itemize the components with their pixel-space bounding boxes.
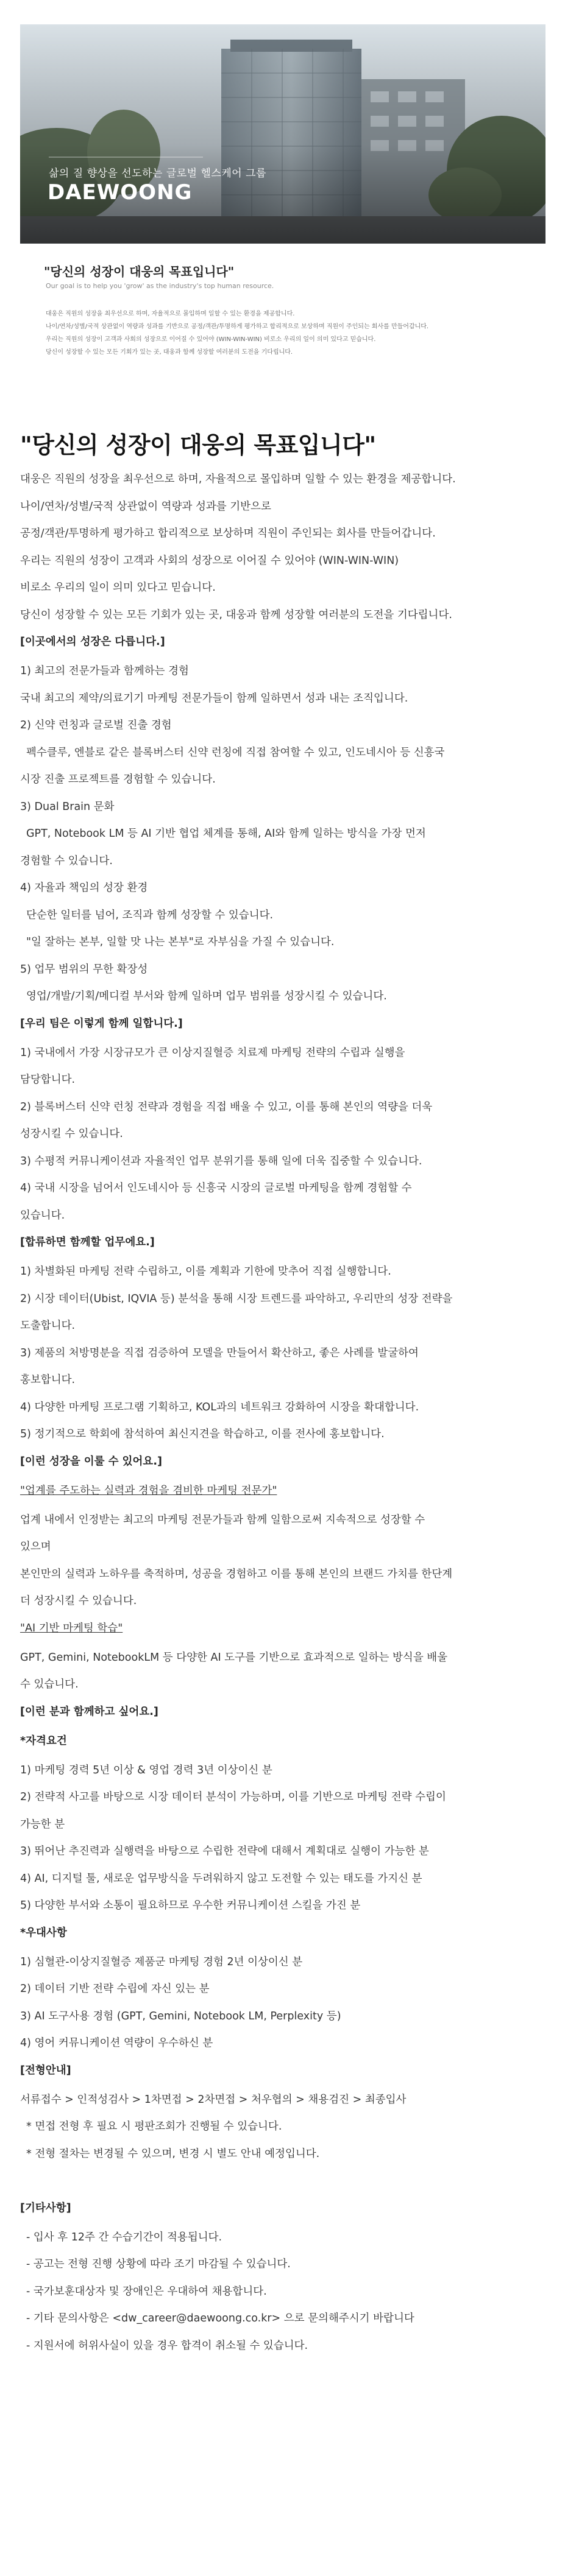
body-line: 2) 블록버스터 신약 런칭 전략과 경험을 직접 배울 수 있고, 이를 통해 본인의 역량을 더욱 <box>20 1100 433 1113</box>
body-line: 수 있습니다. <box>20 1678 79 1691</box>
hero-brand-logo: DAEWOONG <box>48 180 193 205</box>
body-line: 당신이 성장할 수 있는 모든 기회가 있는 곳, 대웅과 함께 성장할 여러분의 도전을 기다립니다. <box>20 608 452 621</box>
page-title: "당신의 성장이 대웅의 목표입니다" <box>20 432 376 459</box>
body-line: 시장 진출 프로젝트를 경험할 수 있습니다. <box>20 773 216 786</box>
body-line: 3) Dual Brain 문화 <box>20 800 115 813</box>
body-line: 펙수클루, 엔블로 같은 블록버스터 신약 런칭에 직접 참여할 수 있고, 인도네시아 등 신흥국 <box>26 746 445 759</box>
body-line: - 입사 후 12주 간 수습기간이 적용됩니다. <box>26 2231 222 2243</box>
body-line: 2) 데이터 기반 전략 수립에 자신 있는 분 <box>20 1983 210 1995</box>
body-line: 성장시킬 수 있습니다. <box>20 1128 123 1140</box>
body-line: 5) 다양한 부서와 소통이 필요하므로 우수한 커뮤니케이션 스킬을 가진 분 <box>20 1899 361 1912</box>
body-line: - 국가보훈대상자 및 장애인은 우대하여 채용합니다. <box>26 2285 267 2298</box>
body-line: "업계를 주도하는 실력과 경험을 겸비한 마케팅 전문가" <box>20 1484 277 1497</box>
body-line: - 공고는 전형 진행 상황에 따라 조기 마감될 수 있습니다. <box>26 2258 291 2270</box>
body-line: "일 잘하는 본부, 일할 맛 나는 본부"로 자부심을 가질 수 있습니다. <box>26 936 335 948</box>
section-heading: [이런 성장을 이룰 수 있어요.] <box>20 1455 162 1468</box>
body-line: 1) 심혈관-이상지질혈증 제품군 마케팅 경험 2년 이상이신 분 <box>20 1955 303 1968</box>
body-line: 1) 국내에서 가장 시장규모가 큰 이상지질혈증 치료제 마케팅 전략의 수립과 실행을 <box>20 1046 405 1059</box>
body-line: 도출합니다. <box>20 1320 76 1332</box>
body-line: 2) 신약 런칭과 글로벌 진출 경험 <box>20 719 172 731</box>
intro-line: 당신이 성장할 수 있는 모든 기회가 있는 곳, 대웅과 함께 성장할 여러분의 도전을 기다립니다. <box>46 349 293 356</box>
body-line: 4) 국내 시장을 넘어서 인도네시아 등 신흥국 시장의 글로벌 마케팅을 함께 경험할 수 <box>20 1182 412 1194</box>
body-line: 3) 뛰어난 추진력과 실행력을 바탕으로 수립한 전략에 대해서 계획대로 실행이 가능한 분 <box>20 1845 429 1857</box>
hero-tagline: 삶의 질 향상을 선도하는 글로벌 헬스케어 그룹 <box>49 167 266 180</box>
section-heading: *자격요건 <box>20 1734 67 1747</box>
hero-banner <box>20 24 545 244</box>
section-heading: [이런 분과 함께하고 싶어요.] <box>20 1705 158 1718</box>
building-photo <box>20 24 545 244</box>
intro-subtitle: Our goal is to help you 'grow' as the industry's top human resource. <box>46 282 274 290</box>
body-line: 4) 다양한 마케팅 프로그램 기획하고, KOL과의 네트워크 강화하여 시장을 확대합니다. <box>20 1401 419 1413</box>
section-heading: *우대사항 <box>20 1926 67 1939</box>
body-line: 2) 전략적 사고를 바탕으로 시장 데이터 분석이 가능하며, 이를 기반으로 마케팅 전략 수립이 <box>20 1791 446 1803</box>
body-line: 본인만의 실력과 노하우를 축적하며, 성공을 경험하고 이를 통해 본인의 브랜드 가치를 한단계 <box>20 1568 453 1580</box>
body-line: 4) 자율과 책임의 성장 환경 <box>20 882 148 894</box>
body-line: 더 성장시킬 수 있습니다. <box>20 1595 137 1607</box>
intro-title: "당신의 성장이 대웅의 목표입니다" <box>44 264 235 279</box>
body-line: 있습니다. <box>20 1209 65 1222</box>
section-heading: [우리 팀은 이렇게 함께 일합니다.] <box>20 1017 183 1030</box>
body-line: 1) 최고의 전문가들과 함께하는 경험 <box>20 665 189 677</box>
body-line: "AI 기반 마케팅 학습" <box>20 1622 123 1635</box>
body-line: 가능한 분 <box>20 1818 65 1831</box>
body-line: GPT, Gemini, NotebookLM 등 다양한 AI 도구를 기반으로 효과적으로 일하는 방식을 배울 <box>20 1651 448 1664</box>
body-line: * 면접 전형 후 필요 시 평판조회가 진행될 수 있습니다. <box>26 2120 282 2133</box>
body-line: 3) 제품의 처방명분을 직접 검증하여 모델을 만들어서 확산하고, 좋은 사례를 발굴하여 <box>20 1346 419 1359</box>
body-line <box>20 2172 545 2199</box>
body-line: 있으며 <box>20 1541 51 1553</box>
body-line: - 지원서에 허위사실이 있을 경우 합격이 취소될 수 있습니다. <box>26 2339 308 2352</box>
section-heading: [전형안내] <box>20 2064 71 2077</box>
body-line: 1) 마케팅 경력 5년 이상 & 영업 경력 3년 이상이신 분 <box>20 1764 272 1776</box>
body-line: 단순한 일터를 넘어, 조직과 함께 성장할 수 있습니다. <box>26 909 274 921</box>
intro-line: 나이/연차/성별/국적 상관없이 역량과 성과를 기반으로 공정/객관/투명하게 평가하고 합리적으로 보상하며 직원이 주인되는 회사를 만들어갑니다. <box>46 323 429 330</box>
body-line: 경험할 수 있습니다. <box>20 854 113 867</box>
intro-line: 대웅은 직원의 성장을 최우선으로 하며, 자율적으로 몰입하며 일할 수 있는 환경을 제공합니다. <box>46 311 295 317</box>
intro-line: 우리는 직원의 성장이 고객과 사회의 성장으로 이어질 수 있어야 (WIN-WIN-WIN) 비로소 우리의 일이 의미 있다고 믿습니다. <box>46 336 376 343</box>
body-line: 국내 최고의 제약/의료기기 마케팅 전문가들이 함께 일하면서 성과 내는 조직입니다. <box>20 692 408 705</box>
body-line: 비로소 우리의 일이 의미 있다고 믿습니다. <box>20 582 216 594</box>
body-line: 공정/객관/투명하게 평가하고 합리적으로 보상하며 직원이 주인되는 회사를 만들어갑니다. <box>20 527 436 540</box>
section-heading: [합류하면 함께할 업무에요.] <box>20 1236 155 1248</box>
body-line: * 전형 절차는 변경될 수 있으며, 변경 시 별도 안내 예정입니다. <box>26 2147 320 2160</box>
body-line: 3) 수평적 커뮤니케이션과 자율적인 업무 분위기를 통해 일에 더욱 집중할 수 있습니다. <box>20 1155 422 1167</box>
body-line: 3) AI 도구사용 경험 (GPT, Gemini, Notebook LM, Perplexity 등) <box>20 2010 341 2022</box>
body-line: 2) 시장 데이터(Ubist, IQVIA 등) 분석을 통해 시장 트렌드를 파악하고, 우리만의 성장 전략을 <box>20 1292 453 1305</box>
body-line: 서류접수 > 인적성검사 > 1차면접 > 2차면접 > 처우협의 > 채용검진 > 최종입사 <box>20 2093 407 2106</box>
body-line: 5) 정기적으로 학회에 참석하여 최신지견을 학습하고, 이를 전사에 홍보합니다. <box>20 1428 385 1440</box>
body-line: 4) 영어 커뮤니케이션 역량이 우수하신 분 <box>20 2037 213 2049</box>
body-line: 나이/연차/성별/국적 상관없이 역량과 성과를 기반으로 <box>20 500 271 513</box>
body-line: 홍보합니다. <box>20 1374 76 1386</box>
section-heading: [이곳에서의 성장은 다릅니다.] <box>20 636 165 648</box>
body-line: 우리는 직원의 성장이 고객과 사회의 성장으로 이어질 수 있어야 (WIN-WIN-WIN) <box>20 554 399 567</box>
body-line: 업계 내에서 인정받는 최고의 마케팅 전문가들과 함께 일함으로써 지속적으로 성장할 수 <box>20 1513 425 1526</box>
intro-paragraph <box>46 308 533 359</box>
body-line: 5) 업무 범위의 무한 확장성 <box>20 963 148 976</box>
body-line: 대웅은 직원의 성장을 최우선으로 하며, 자율적으로 몰입하며 일할 수 있는 환경을 제공합니다. <box>20 473 456 485</box>
body-line: GPT, Notebook LM 등 AI 기반 협업 체계를 통해, AI와 함께 일하는 방식을 가장 먼저 <box>26 828 426 840</box>
body-line: - 기타 문의사항은 <dw_career@daewoong.co.kr> 으로 문의해주시기 바랍니다 <box>26 2312 414 2324</box>
body-line: 4) AI, 디지털 툴, 새로운 업무방식을 두려워하지 않고 도전할 수 있는 태도를 가지신 분 <box>20 1872 422 1885</box>
job-description-body <box>20 470 545 2363</box>
section-heading: [기타사항] <box>20 2201 71 2214</box>
body-line: 영업/개발/기획/메디컬 부서와 함께 일하며 업무 범위를 성장시킬 수 있습니다. <box>26 990 387 1002</box>
body-line: 담당합니다. <box>20 1074 76 1086</box>
body-line: 1) 차별화된 마케팅 전략 수립하고, 이를 계획과 기한에 맞추어 직접 실행합니다. <box>20 1265 391 1278</box>
